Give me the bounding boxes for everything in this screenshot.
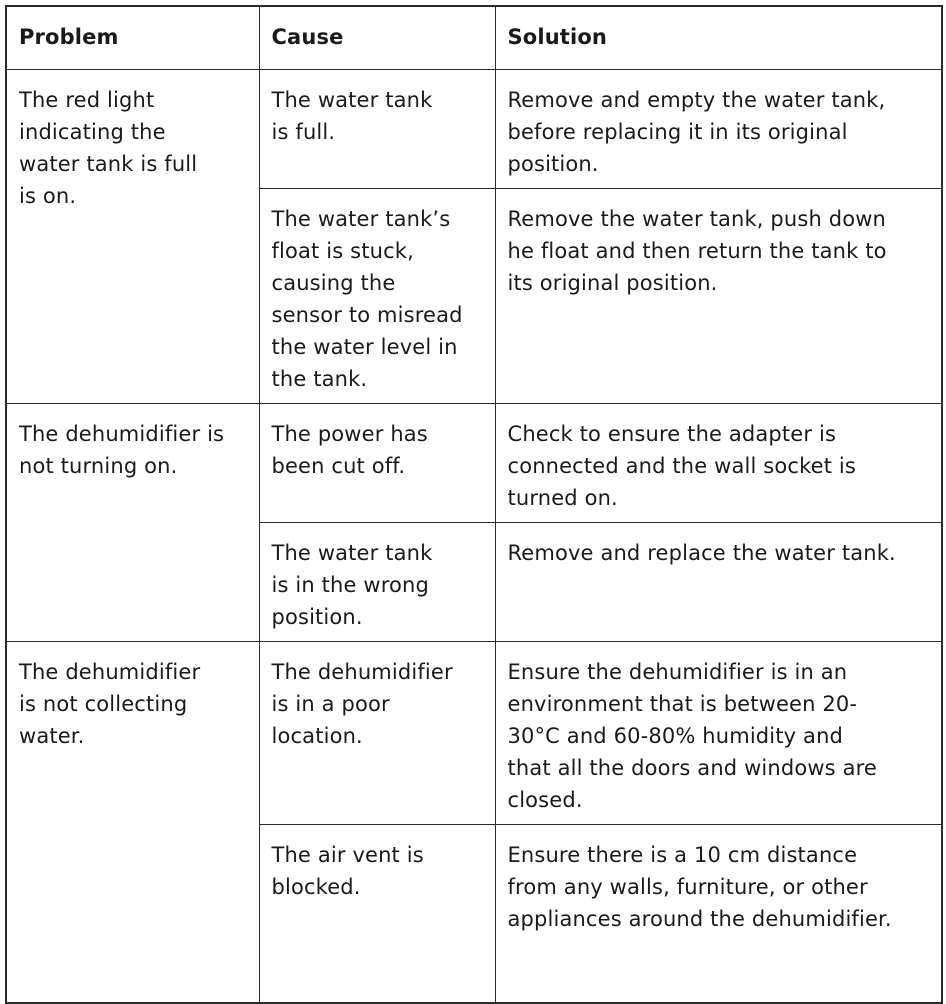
table-row [6,69,942,188]
cell-line: Remove the water tank, push down [507,206,886,231]
cause-cell [259,522,495,641]
cause-cell [259,188,495,403]
cell-line: location. [271,723,363,748]
header-row [6,6,942,69]
header-cause: Cause [259,6,495,69]
cell-line: not turning on. [19,453,178,478]
cell-line: turned on. [507,485,618,510]
table-row [6,403,942,522]
cell-line: been cut off. [271,453,406,478]
cell-line: connected and the wall socket is [507,453,857,478]
cell-line: Remove and replace the water tank. [507,540,896,565]
cause-cell [259,69,495,188]
cell-line: the water level in [271,334,458,359]
cell-line: is on. [19,183,77,208]
solution-cell [495,69,942,188]
cell-line: its original position. [507,270,718,295]
solution-cell [495,641,942,824]
troubleshooting-table [5,5,943,1004]
solution-cell [495,522,942,641]
cell-line: The air vent is [271,842,424,867]
cell-line: closed. [507,787,583,812]
header-solution: Solution [495,6,942,69]
cause-cell [259,824,495,1003]
solution-cell [495,188,942,403]
cell-line: The red light [19,87,155,112]
cell-line: water. [19,723,85,748]
cell-line: water tank is full [19,151,198,176]
cell-line: position. [271,604,363,629]
cell-line: environment that is between 20- [507,691,858,716]
cell-line: The dehumidifier is [19,421,225,446]
cell-line: causing the [271,270,396,295]
cell-line: that all the doors and windows are [507,755,877,780]
table-row [6,641,942,824]
cell-line: the tank. [271,366,368,391]
cause-cell [259,403,495,522]
problem-cell [6,403,259,641]
cell-line: The water tank [271,87,433,112]
cell-line: position. [507,151,599,176]
cell-line: blocked. [271,874,361,899]
cell-line: is not collecting [19,691,188,716]
cell-line: indicating the [19,119,166,144]
cell-line: before replacing it in its original [507,119,848,144]
cell-line: Ensure the dehumidifier is in an [507,659,848,684]
header-problem: Problem [6,6,259,69]
cell-line: Ensure there is a 10 cm distance [507,842,858,867]
solution-cell [495,403,942,522]
solution-cell [495,824,942,1003]
cell-line: appliances around the dehumidifier. [507,906,892,931]
cell-line: float is stuck, [271,238,414,263]
cell-line: The water tank [271,540,433,565]
cell-line: Remove and empty the water tank, [507,87,886,112]
cell-line: sensor to misread [271,302,463,327]
cell-line: The water tank’s [271,206,451,231]
cell-line: The dehumidifier [19,659,201,684]
cell-line: is full. [271,119,336,144]
problem-cell [6,641,259,1003]
cell-line: The power has [271,421,428,446]
cell-line: he float and then return the tank to [507,238,887,263]
cell-line: Check to ensure the adapter is [507,421,837,446]
problem-cell [6,69,259,403]
cell-line: is in a poor [271,691,390,716]
cell-line: from any walls, furniture, or other [507,874,868,899]
cell-line: The dehumidifier [271,659,453,684]
cell-line: is in the wrong [271,572,429,597]
cell-line: 30°C and 60-80% humidity and [507,723,844,748]
cause-cell [259,641,495,824]
